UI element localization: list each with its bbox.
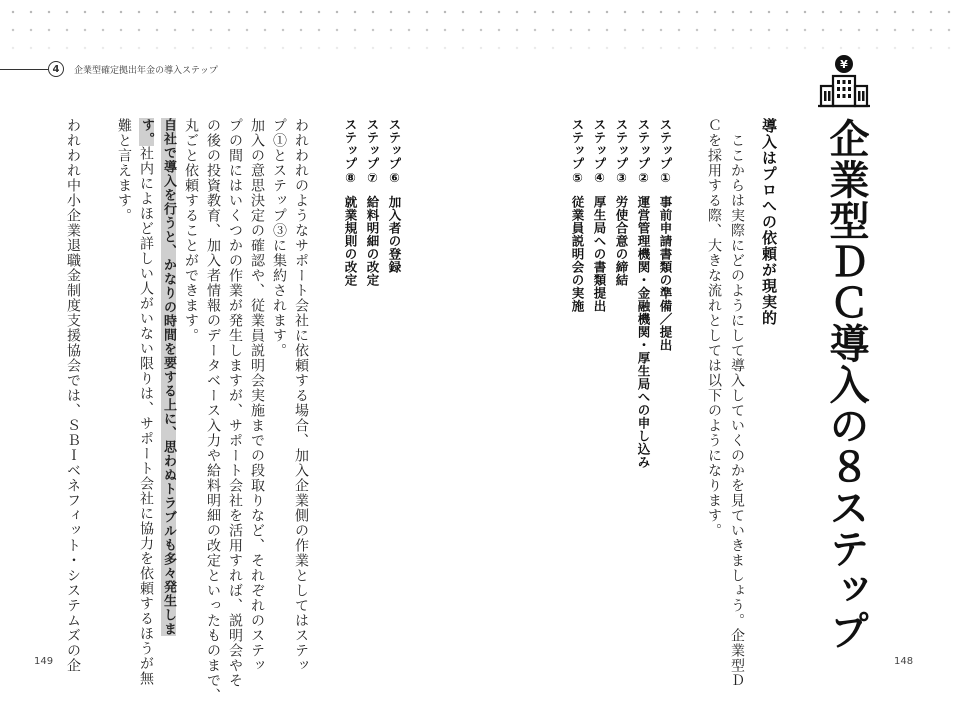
page-number-left: 149 [34,656,54,667]
step-6 [383,118,405,274]
body-line: 丸ごと依頼することができます。 [183,118,199,343]
step-label: ステップ② [636,118,651,186]
body-line: 加入の意思決定の確認や、従業員説明会実施までの段取りなど、それぞれのステッ [249,118,265,673]
chapter-title: 企業型確定拠出年金の導入ステップ [74,66,218,76]
body-line: の後の投資教育、加入者情報のデータベース入力や給料明細の改定といったものまで、 [205,118,221,703]
body-line: 難と言えます。 [116,118,132,223]
body-line [135,118,157,686]
step-text: 給料明細の改定 [365,195,380,287]
step-label: ステップ⑧ [343,118,358,186]
step-text: 就業規則の改定 [343,195,358,287]
highlight: 自社で導入を行うと、かなりの時間を要する上に、思わぬトラブルも多々発生しま [161,118,176,636]
page-title: 企業型ＤＣ導入の８ステップ [823,118,869,651]
step-label: ステップ⑥ [387,118,402,186]
chapter-number-badge: 4 [48,61,64,77]
step-label: ステップ⑦ [365,118,380,186]
step-text: 加入者の登録 [387,195,402,274]
step-1 [654,118,676,352]
chapter-rule [0,69,48,70]
svg-text:¥: ¥ [840,58,848,71]
body-line: プ①とステップ③に集約されます。 [271,118,287,358]
intro-line-1: ここからは実際にどのようにして導入していくのかを見ていきましょう。企業型Ｄ [729,118,745,688]
chapter-header [0,62,300,78]
page-number-right: 148 [894,656,914,667]
step-text: 厚生局への書類提出 [592,195,607,313]
step-label: ステップ③ [614,118,629,186]
step-3 [610,118,632,287]
step-text: 事前申請書類の準備／提出 [658,195,673,352]
step-label: ステップ① [658,118,673,186]
highlight: す。 [139,118,154,146]
step-4 [588,118,610,313]
step-2 [632,118,654,469]
step-text: 労使合意の締結 [614,195,629,287]
building-yen-icon [816,52,872,108]
section-subheading: 導入はプロへの依頼が現実的 [760,118,778,326]
body-line: われわれ中小企業退職金制度支援協会では、ＳＢＩベネフィット・システムズの企 [65,118,81,673]
body-line: われわれのようなサポート会社に依頼する場合、加入企業側の作業としてはステッ [293,118,309,673]
intro-line-2: Ｃを採用する際、大きな流れとしては以下のようになります。 [706,118,722,538]
step-label: ステップ④ [592,118,607,186]
step-8 [339,118,361,287]
step-label: ステップ⑤ [570,118,585,186]
step-text: 運営管理機関・金融機関・厚生局への申し込み [636,195,651,469]
step-5 [566,118,588,313]
header-fade [0,0,959,58]
highlighted-line [157,118,179,636]
body-line: プの間にはいくつかの作業が発生しますが、サポート会社を活用すれば、説明会やそ [227,118,243,688]
step-text: 従業員説明会の実施 [570,195,585,313]
body-text: 社内によほど詳しい人がいない限りは、サポート会社に協力を依頼するほうが無 [138,146,154,686]
step-7 [361,118,383,287]
